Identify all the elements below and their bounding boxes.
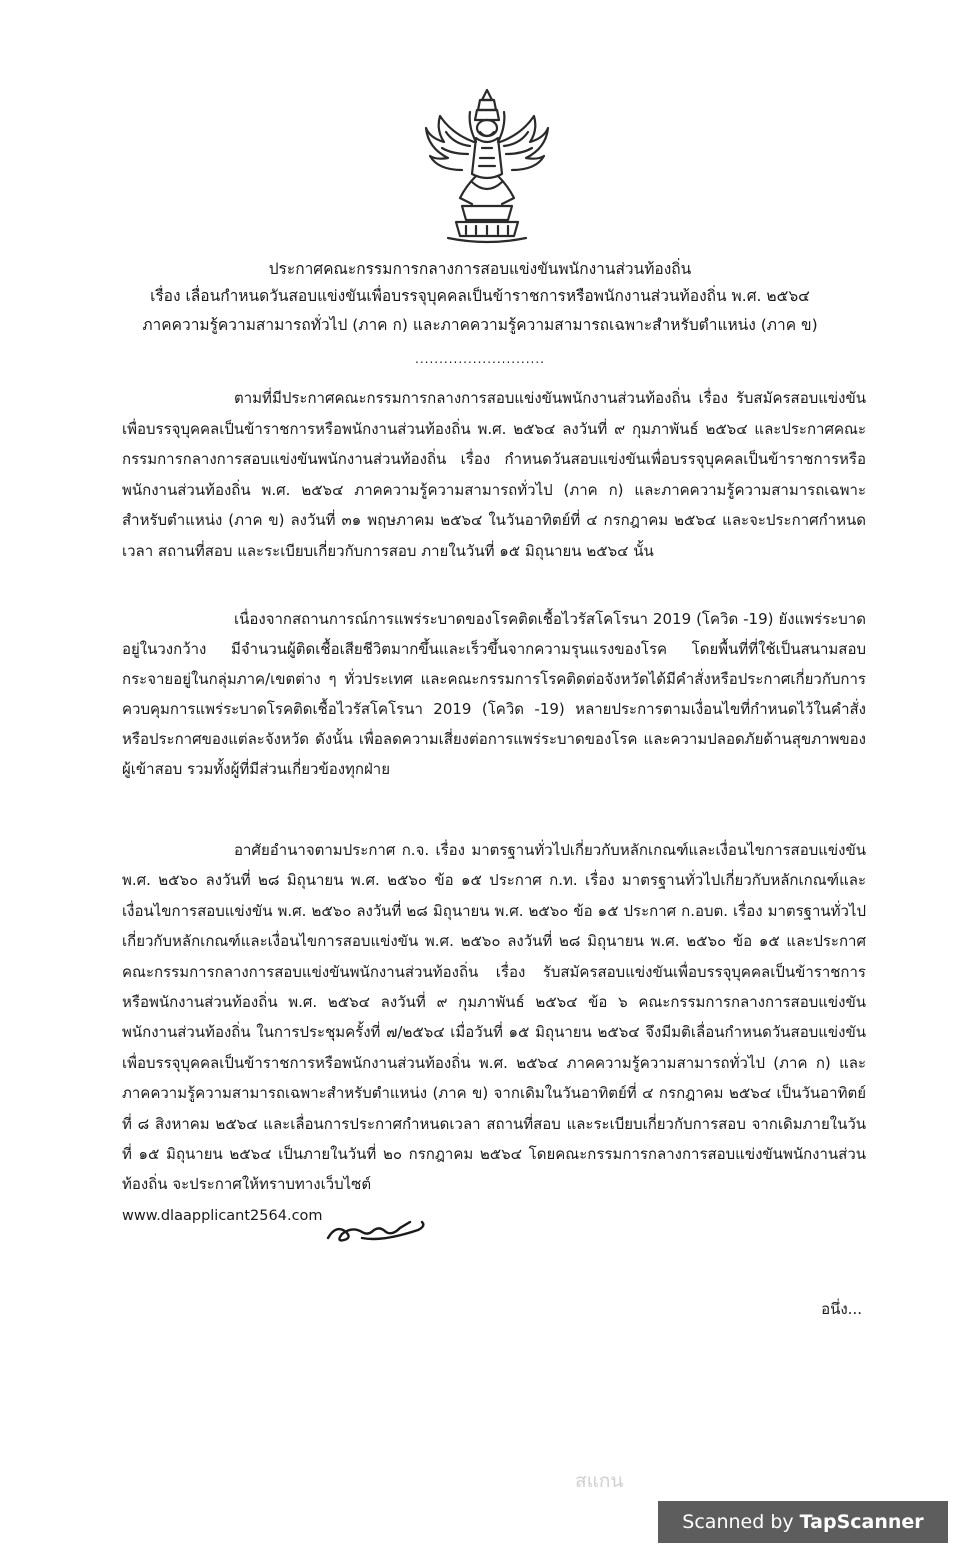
continued-marker: อนึ่ง... [821,1300,862,1318]
faded-scanner-stamp: สแกน [575,1470,624,1492]
scanner-brand: TapScanner [799,1511,924,1533]
signature-mark [322,1212,432,1248]
announcement-title: ประกาศคณะกรรมการกลางการสอบแข่งขันพนักงานส่วนท้องถิ่น [268,260,692,278]
paragraph-2: เนื่องจากสถานการณ์การแพร่ระบาดของโรคติดเชื้อไวรัสโคโรนา 2019 (โควิด -19) ยังแพร่ระบาดอยู่ในวงกว้าง มีจำนวนผู้ติดเชื้อเสียชีวิตมากขึ้นและเร็วขึ้นจากความรุนแรงของโรค โดยพื้นที่ที่ใช้เป็นสนามสอบกระจายอยู่ในกลุ่มภาค/เขตต่าง ๆ ทั่วประเทศ และคณะกรรมการโรคติดต่อจังหวัดได้มีคำสั่งหรือประกาศเกี่ยวกับการควบคุมการแพร่ระบาดโรคติดเชื้อไวรัสโคโรนา 2019 (โควิด -19) หลายประการตามเงื่อนไขที่กำหนดไว้ในคำสั่งหรือประกาศของแต่ละจังหวัด ดังนั้น เพื่อลดความเสี่ยงต่อการแพร่ระบาดของโรค และความปลอดภัยด้านสุขภาพของผู้เข้าสอบ รวมทั้งผู้ที่มีส่วนเกี่ยวข้องทุกฝ่าย [122,610,866,778]
announcement-subject-cont: ภาคความรู้ความสามารถทั่วไป (ภาค ก) และภาคความรู้ความสามารถเฉพาะสำหรับตำแหน่ง (ภาค ข) [142,316,818,334]
scanner-prefix: Scanned by [682,1511,800,1533]
garuda-emblem-icon [422,86,552,244]
scanner-watermark-badge [658,1501,948,1543]
paragraph-1: ตามที่มีประกาศคณะกรรมการกลางการสอบแข่งขันพนักงานส่วนท้องถิ่น เรื่อง รับสมัครสอบแข่งขันเพื่อบรรจุบุคคลเป็นข้าราชการหรือพนักงานส่วนท้องถิ่น พ.ศ. ๒๕๖๔ ลงวันที่ ๙ กุมภาพันธ์ ๒๕๖๔ และประกาศคณะกรรมการกลางการสอบแข่งขันพนักงานส่วนท้องถิ่น เรื่อง กำหนดวันสอบแข่งขันเพื่อบรรจุบุคคลเป็นข้าราชการหรือพนักงานส่วนท้องถิ่น พ.ศ. ๒๕๖๔ ภาคความรู้ความสามารถทั่วไป (ภาค ก) และภาคความรู้ความสามารถเฉพาะสำหรับตำแหน่ง (ภาค ข) ลงวันที่ ๓๑ พฤษภาคม ๒๕๖๔ ในวันอาทิตย์ที่ ๔ กรกฎาคม ๒๕๖๔ และจะประกาศกำหนดเวลา สถานที่สอบ และระเบียบเกี่ยวกับการสอบ ภายในวันที่ ๑๕ มิถุนายน ๒๕๖๔ นั้น [122,389,867,560]
website-url: www.dlaapplicant2564.com [122,1208,323,1224]
paragraph-3: อาศัยอำนาจตามประกาศ ก.จ. เรื่อง มาตรฐานทั่วไปเกี่ยวกับหลักเกณฑ์และเงื่อนไขการสอบแข่งขัน พ.ศ. ๒๕๖๐ ลงวันที่ ๒๘ มิถุนายน พ.ศ. ๒๕๖๐ ข้อ ๑๕ ประกาศ ก.ท. เรื่อง มาตรฐานทั่วไปเกี่ยวกับหลักเกณฑ์และเงื่อนไขการสอบแข่งขัน พ.ศ. ๒๕๖๐ ลงวันที่ ๒๘ มิถุนายน พ.ศ. ๒๕๖๐ ข้อ ๑๕ ประกาศ ก.อบต. เรื่อง มาตรฐานทั่วไปเกี่ยวกับหลักเกณฑ์และเงื่อนไขการสอบแข่งขัน พ.ศ. ๒๕๖๐ ลงวันที่ ๒๘ มิถุนายน พ.ศ. ๒๕๖๐ ข้อ ๑๕ และประกาศคณะกรรมการกลางการสอบแข่งขันพนักงานส่วนท้องถิ่น เรื่อง รับสมัครสอบแข่งขันเพื่อบรรจุบุคคลเป็นข้าราชการหรือพนักงานส่วนท้องถิ่น พ.ศ. ๒๕๖๔ ลงวันที่ ๙ กุมภาพันธ์ ๒๕๖๔ ข้อ ๖ คณะกรรมการกลางการสอบแข่งขันพนักงานส่วนท้องถิ่น ในการประชุมครั้งที่ ๗/๒๕๖๔ เมื่อวันที่ ๑๕ มิถุนายน ๒๕๖๔ จึงมีมติเลื่อนกำหนดวันสอบแข่งขันเพื่อบรรจุบุคคลเป็นข้าราชการหรือพนักงานส่วนท้องถิ่น พ.ศ. ๒๕๖๔ ภาคความรู้ความสามารถทั่วไป (ภาค ก) และภาคความรู้ความสามารถเฉพาะสำหรับตำแหน่ง (ภาค ข) จากเดิมในวันอาทิตย์ที่ ๔ กรกฎาคม ๒๕๖๔ เป็นวันอาทิตย์ที่ ๘ สิงหาคม ๒๕๖๔ และเลื่อนการประกาศกำหนดเวลา สถานที่สอบ และระเบียบเกี่ยวกับการสอบ จากเดิมภายในวันที่ ๑๕ มิถุนายน ๒๕๖๔ เป็นภายในวันที่ ๒๐ กรกฎาคม ๒๕๖๔ โดยคณะกรรมการกลางการสอบแข่งขันพนักงานส่วนท้องถิ่น จะประกาศให้ทราบทางเว็บไซต์ [122,841,867,1194]
announcement-subject: เรื่อง เลื่อนกำหนดวันสอบแข่งขันเพื่อบรรจุบุคคลเป็นข้าราชการหรือพนักงานส่วนท้องถิ่น พ.ศ. ๒๕๖๔ [150,287,810,305]
separator: ........................... [415,352,545,366]
